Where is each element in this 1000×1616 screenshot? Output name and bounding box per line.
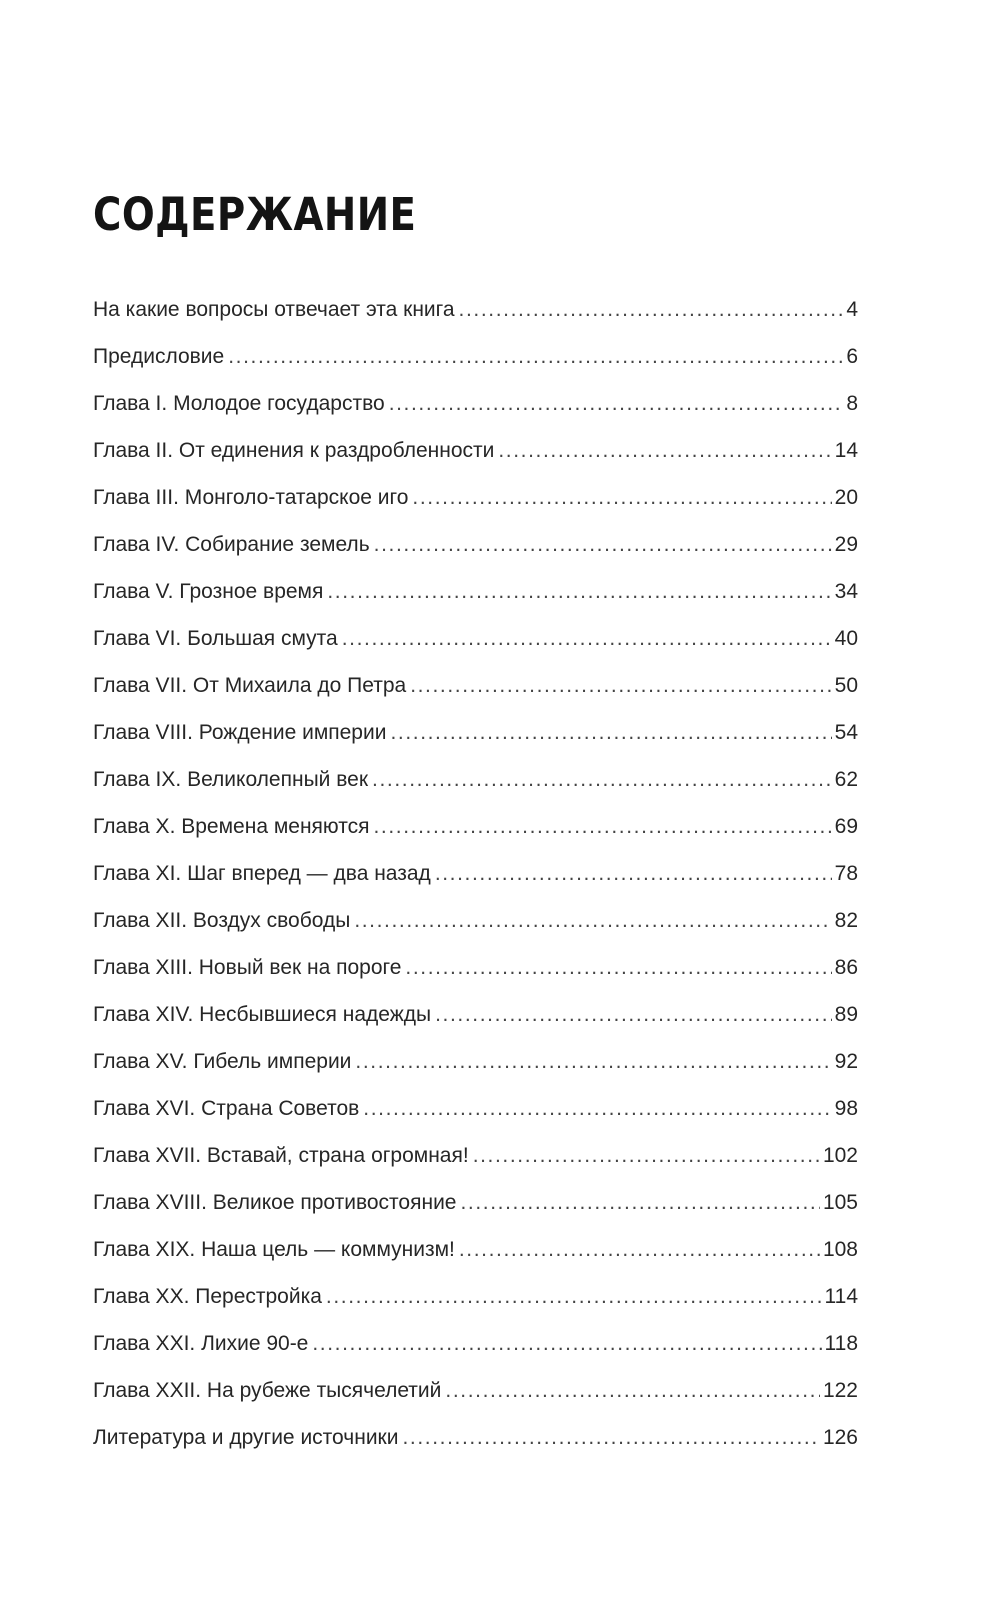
dot-leader [312, 1330, 821, 1357]
toc-page-number: 86 [834, 956, 858, 979]
dot-leader [498, 437, 831, 464]
toc-entry [93, 1095, 858, 1142]
toc-entry [93, 766, 858, 813]
toc-page-number: 89 [834, 1003, 858, 1026]
dot-leader [354, 907, 831, 934]
dot-leader [410, 672, 831, 699]
toc-entry [93, 531, 858, 578]
toc-entry-title: Глава I. Молодое государство [93, 392, 385, 415]
dot-leader [412, 484, 831, 511]
toc-entry-title: Глава X. Времена меняются [93, 815, 370, 838]
toc-entry [93, 1283, 858, 1330]
toc-page-number: 50 [834, 674, 858, 697]
toc-entry [93, 437, 858, 484]
dot-leader [342, 625, 832, 652]
toc-page-number: 40 [834, 627, 858, 650]
toc-entry [93, 1142, 858, 1189]
toc-page-number: 8 [846, 392, 858, 415]
dot-leader [459, 296, 844, 323]
toc-entry-title: Глава III. Монголо-татарское иго [93, 486, 409, 509]
dot-leader [461, 1189, 820, 1216]
dot-leader [445, 1377, 820, 1404]
toc-page-number: 78 [834, 862, 858, 885]
toc-page-number: 29 [834, 533, 858, 556]
toc-page-number: 122 [822, 1379, 858, 1402]
toc-entry-title: Глава VI. Большая смута [93, 627, 338, 650]
toc-page-number: 34 [834, 580, 858, 603]
toc-entry-title: Глава XII. Воздух свободы [93, 909, 351, 932]
toc-entry-title: Глава V. Грозное время [93, 580, 324, 603]
toc-entry [93, 1377, 858, 1424]
toc-entry-title: Глава VIII. Рождение империи [93, 721, 387, 744]
toc-entry-title: Глава XVI. Страна Советов [93, 1097, 360, 1120]
toc-page-number: 105 [822, 1191, 858, 1214]
toc-entry [93, 1189, 858, 1236]
toc-entry [93, 578, 858, 625]
dot-leader [459, 1236, 820, 1263]
toc-entry [93, 954, 858, 1001]
toc-entry [93, 719, 858, 766]
dot-leader [390, 719, 831, 746]
dot-leader [473, 1142, 820, 1169]
toc-entry-title: Глава VII. От Михаила до Петра [93, 674, 407, 697]
toc-entry-title: Глава XV. Гибель империи [93, 1050, 352, 1073]
toc-page-number: 14 [834, 439, 858, 462]
toc-entry [93, 813, 858, 860]
toc-page-number: 20 [834, 486, 858, 509]
toc-entry-title: Глава XI. Шаг вперед — два назад [93, 862, 431, 885]
toc-entry [93, 860, 858, 907]
page-title: СОДЕРЖАНИЕ [93, 188, 417, 241]
toc-page-number: 126 [822, 1426, 858, 1449]
toc-page-number: 108 [822, 1238, 858, 1261]
dot-leader [228, 343, 843, 370]
dot-leader [402, 1424, 819, 1451]
toc-page-number: 54 [834, 721, 858, 744]
toc-entry-title: Глава XIX. Наша цель — коммунизм! [93, 1238, 455, 1261]
toc-page-number: 4 [846, 298, 858, 321]
toc-entry-title: На какие вопросы отвечает эта книга [93, 298, 455, 321]
toc-entry-title: Глава XXI. Лихие 90-е [93, 1332, 309, 1355]
dot-leader [405, 954, 831, 981]
toc-entry-title: Глава XVII. Вставай, страна огромная! [93, 1144, 469, 1167]
toc-page-number: 98 [834, 1097, 858, 1120]
toc-entry [93, 1048, 858, 1095]
dot-leader [327, 578, 831, 605]
toc-entry [93, 1330, 858, 1377]
dot-leader [389, 390, 844, 417]
toc-entry [93, 390, 858, 437]
dot-leader [435, 1001, 832, 1028]
toc-page-number: 62 [834, 768, 858, 791]
toc-entry-title: Литература и другие источники [93, 1426, 399, 1449]
toc-page-number: 102 [822, 1144, 858, 1167]
toc-entry [93, 484, 858, 531]
toc-entry-title: Предисловие [93, 345, 225, 368]
dot-leader [372, 766, 832, 793]
toc-page-number: 69 [834, 815, 858, 838]
toc-entry-title: Глава XIII. Новый век на пороге [93, 956, 402, 979]
toc-page-number: 6 [846, 345, 858, 368]
toc-entry [93, 1001, 858, 1048]
toc-page-number: 92 [834, 1050, 858, 1073]
toc-entry [93, 1236, 858, 1283]
dot-leader [355, 1048, 831, 1075]
toc-entry [93, 672, 858, 719]
table-of-contents [93, 296, 858, 1471]
toc-entry [93, 1424, 858, 1471]
toc-entry-title: Глава IX. Великолепный век [93, 768, 369, 791]
toc-entry [93, 907, 858, 954]
toc-entry-title: Глава XIV. Несбывшиеся надежды [93, 1003, 432, 1026]
dot-leader [374, 531, 832, 558]
toc-entry [93, 343, 858, 390]
toc-page-number: 114 [824, 1285, 858, 1308]
toc-entry-title: Глава XVIII. Великое противостояние [93, 1191, 457, 1214]
toc-entry [93, 296, 858, 343]
toc-entry-title: Глава IV. Собирание земель [93, 533, 370, 556]
toc-entry [93, 625, 858, 672]
dot-leader [363, 1095, 831, 1122]
dot-leader [435, 860, 832, 887]
dot-leader [373, 813, 831, 840]
toc-page-number: 82 [834, 909, 858, 932]
toc-entry-title: Глава II. От единения к раздробленности [93, 439, 495, 462]
toc-entry-title: Глава XXII. На рубеже тысячелетий [93, 1379, 442, 1402]
dot-leader [326, 1283, 822, 1310]
toc-entry-title: Глава XX. Перестройка [93, 1285, 322, 1308]
toc-page-number: 118 [824, 1332, 858, 1355]
